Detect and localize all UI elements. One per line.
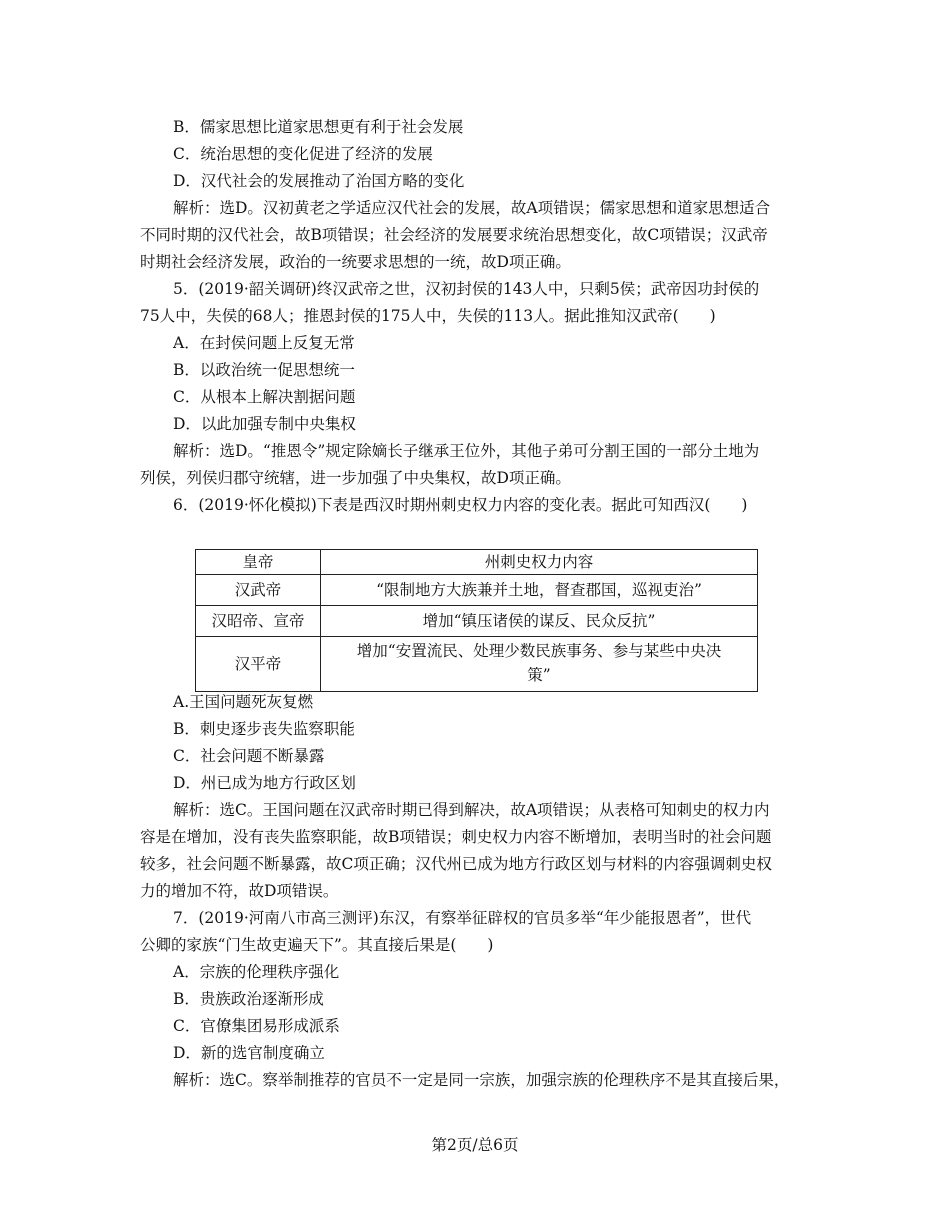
q4-analysis-line-2: 不同时期的汉代社会，故B项错误；社会经济的发展要求统治思想变化，故C项错误；汉武帝: [140, 226, 768, 244]
q6-option-b: B．刺史逐步丧失监察职能: [173, 720, 355, 738]
q5-analysis-line-1: 解析：选D。“推恩令”规定除嫡长子继承王位外，其他子弟可分割王国的一部分土地为: [173, 442, 760, 460]
q4-option-c: C．统治思想的变化促进了经济的发展: [173, 145, 433, 163]
q4-option-d: D．汉代社会的发展推动了治国方略的变化: [173, 172, 465, 190]
table-row: [196, 637, 758, 692]
q4-analysis-line-1: 解析：选D。汉初黄老之学适应汉代社会的发展，故A项错误；儒家思想和道家思想适合: [173, 199, 771, 217]
q5-analysis-line-2: 列侯，列侯归郡守统辖，进一步加强了中央集权，故D项正确。: [140, 469, 571, 487]
table-row: [196, 606, 758, 637]
q6-analysis-line-4: 力的增加不符，故D项错误。: [140, 882, 339, 900]
q5-option-a: A．在封侯问题上反复无常: [173, 334, 355, 352]
q7-stem-line-2: 公卿的家族“门生故吏遍天下”。其直接后果是( ): [140, 936, 494, 954]
table-cell: 汉武帝: [196, 575, 321, 606]
q6-option-a: A.王国问题死灰复燃: [173, 693, 314, 711]
table-header-cell: 皇帝: [196, 550, 321, 575]
q6-analysis-line-2: 容是在增加，没有丧失监察职能，故B项错误；刺史权力内容不断增加，表明当时的社会问题: [140, 828, 772, 846]
q7-option-d: D．新的选官制度确立: [173, 1044, 325, 1062]
q7-option-c: C．官僚集团易形成派系: [173, 1017, 340, 1035]
table-header-row: [196, 550, 758, 575]
q7-option-a: A．宗族的伦理秩序强化: [173, 963, 340, 981]
q4-option-b: B．儒家思想比道家思想更有利于社会发展: [173, 118, 464, 136]
table-row: [196, 575, 758, 606]
q6-analysis-line-1: 解析：选C。王国问题在汉武帝时期已得到解决，故A项错误；从表格可知刺史的权力内: [173, 801, 770, 819]
q5-option-d: D．以此加强专制中央集权: [173, 415, 356, 433]
q5-stem-line-1: 5．(2019·韶关调研)终汉武帝之世，汉初封侯的143人中，只剩5侯；武帝因功封侯的: [173, 280, 760, 298]
table-cell-line: 策”: [527, 666, 551, 684]
q6-table: [195, 549, 758, 692]
table-header-cell: 州刺史权力内容: [321, 550, 758, 575]
table-cell: [321, 637, 758, 692]
page-footer: 第2页/总6页: [431, 1136, 519, 1154]
table-cell-line: 增加“安置流民、处理少数民族事务、参与某些中央决: [356, 642, 722, 660]
q6-option-d: D．州已成为地方行政区划: [173, 774, 356, 792]
q7-stem-line-1: 7．(2019·河南八市高三测评)东汉，有察举征辟权的官员多举“年少能报恩者”，世代: [173, 909, 752, 927]
table-cell: 汉昭帝、宣帝: [196, 606, 321, 637]
q6-analysis-line-3: 较多，社会问题不断暴露，故C项正确；汉代州已成为地方行政区划与材料的内容强调刺史权: [140, 855, 772, 873]
table-cell: “限制地方大族兼并土地，督查郡国，巡视吏治”: [321, 575, 758, 606]
q6-option-c: C．社会问题不断暴露: [173, 747, 325, 765]
table-cell: 汉平帝: [196, 637, 321, 692]
table-cell: 增加“镇压诸侯的谋反、民众反抗”: [321, 606, 758, 637]
q4-analysis-line-3: 时期社会经济发展，政治的一统要求思想的一统，故D项正确。: [140, 253, 571, 271]
q7-analysis-line-1: 解析：选C。察举制推荐的官员不一定是同一宗族，加强宗族的伦理秩序不是其直接后果，: [173, 1071, 790, 1089]
q7-option-b: B．贵族政治逐渐形成: [173, 990, 324, 1008]
q5-option-c: C．从根本上解决割据问题: [173, 388, 356, 406]
q5-stem-line-2: 75人中，失侯的68人；推恩封侯的175人中，失侯的113人。据此推知汉武帝( ): [140, 307, 716, 325]
q5-option-b: B．以政治统一促思想统一: [173, 361, 355, 379]
q6-stem: 6．(2019·怀化模拟)下表是西汉时期州刺史权力内容的变化表。据此可知西汉( ): [173, 496, 748, 514]
